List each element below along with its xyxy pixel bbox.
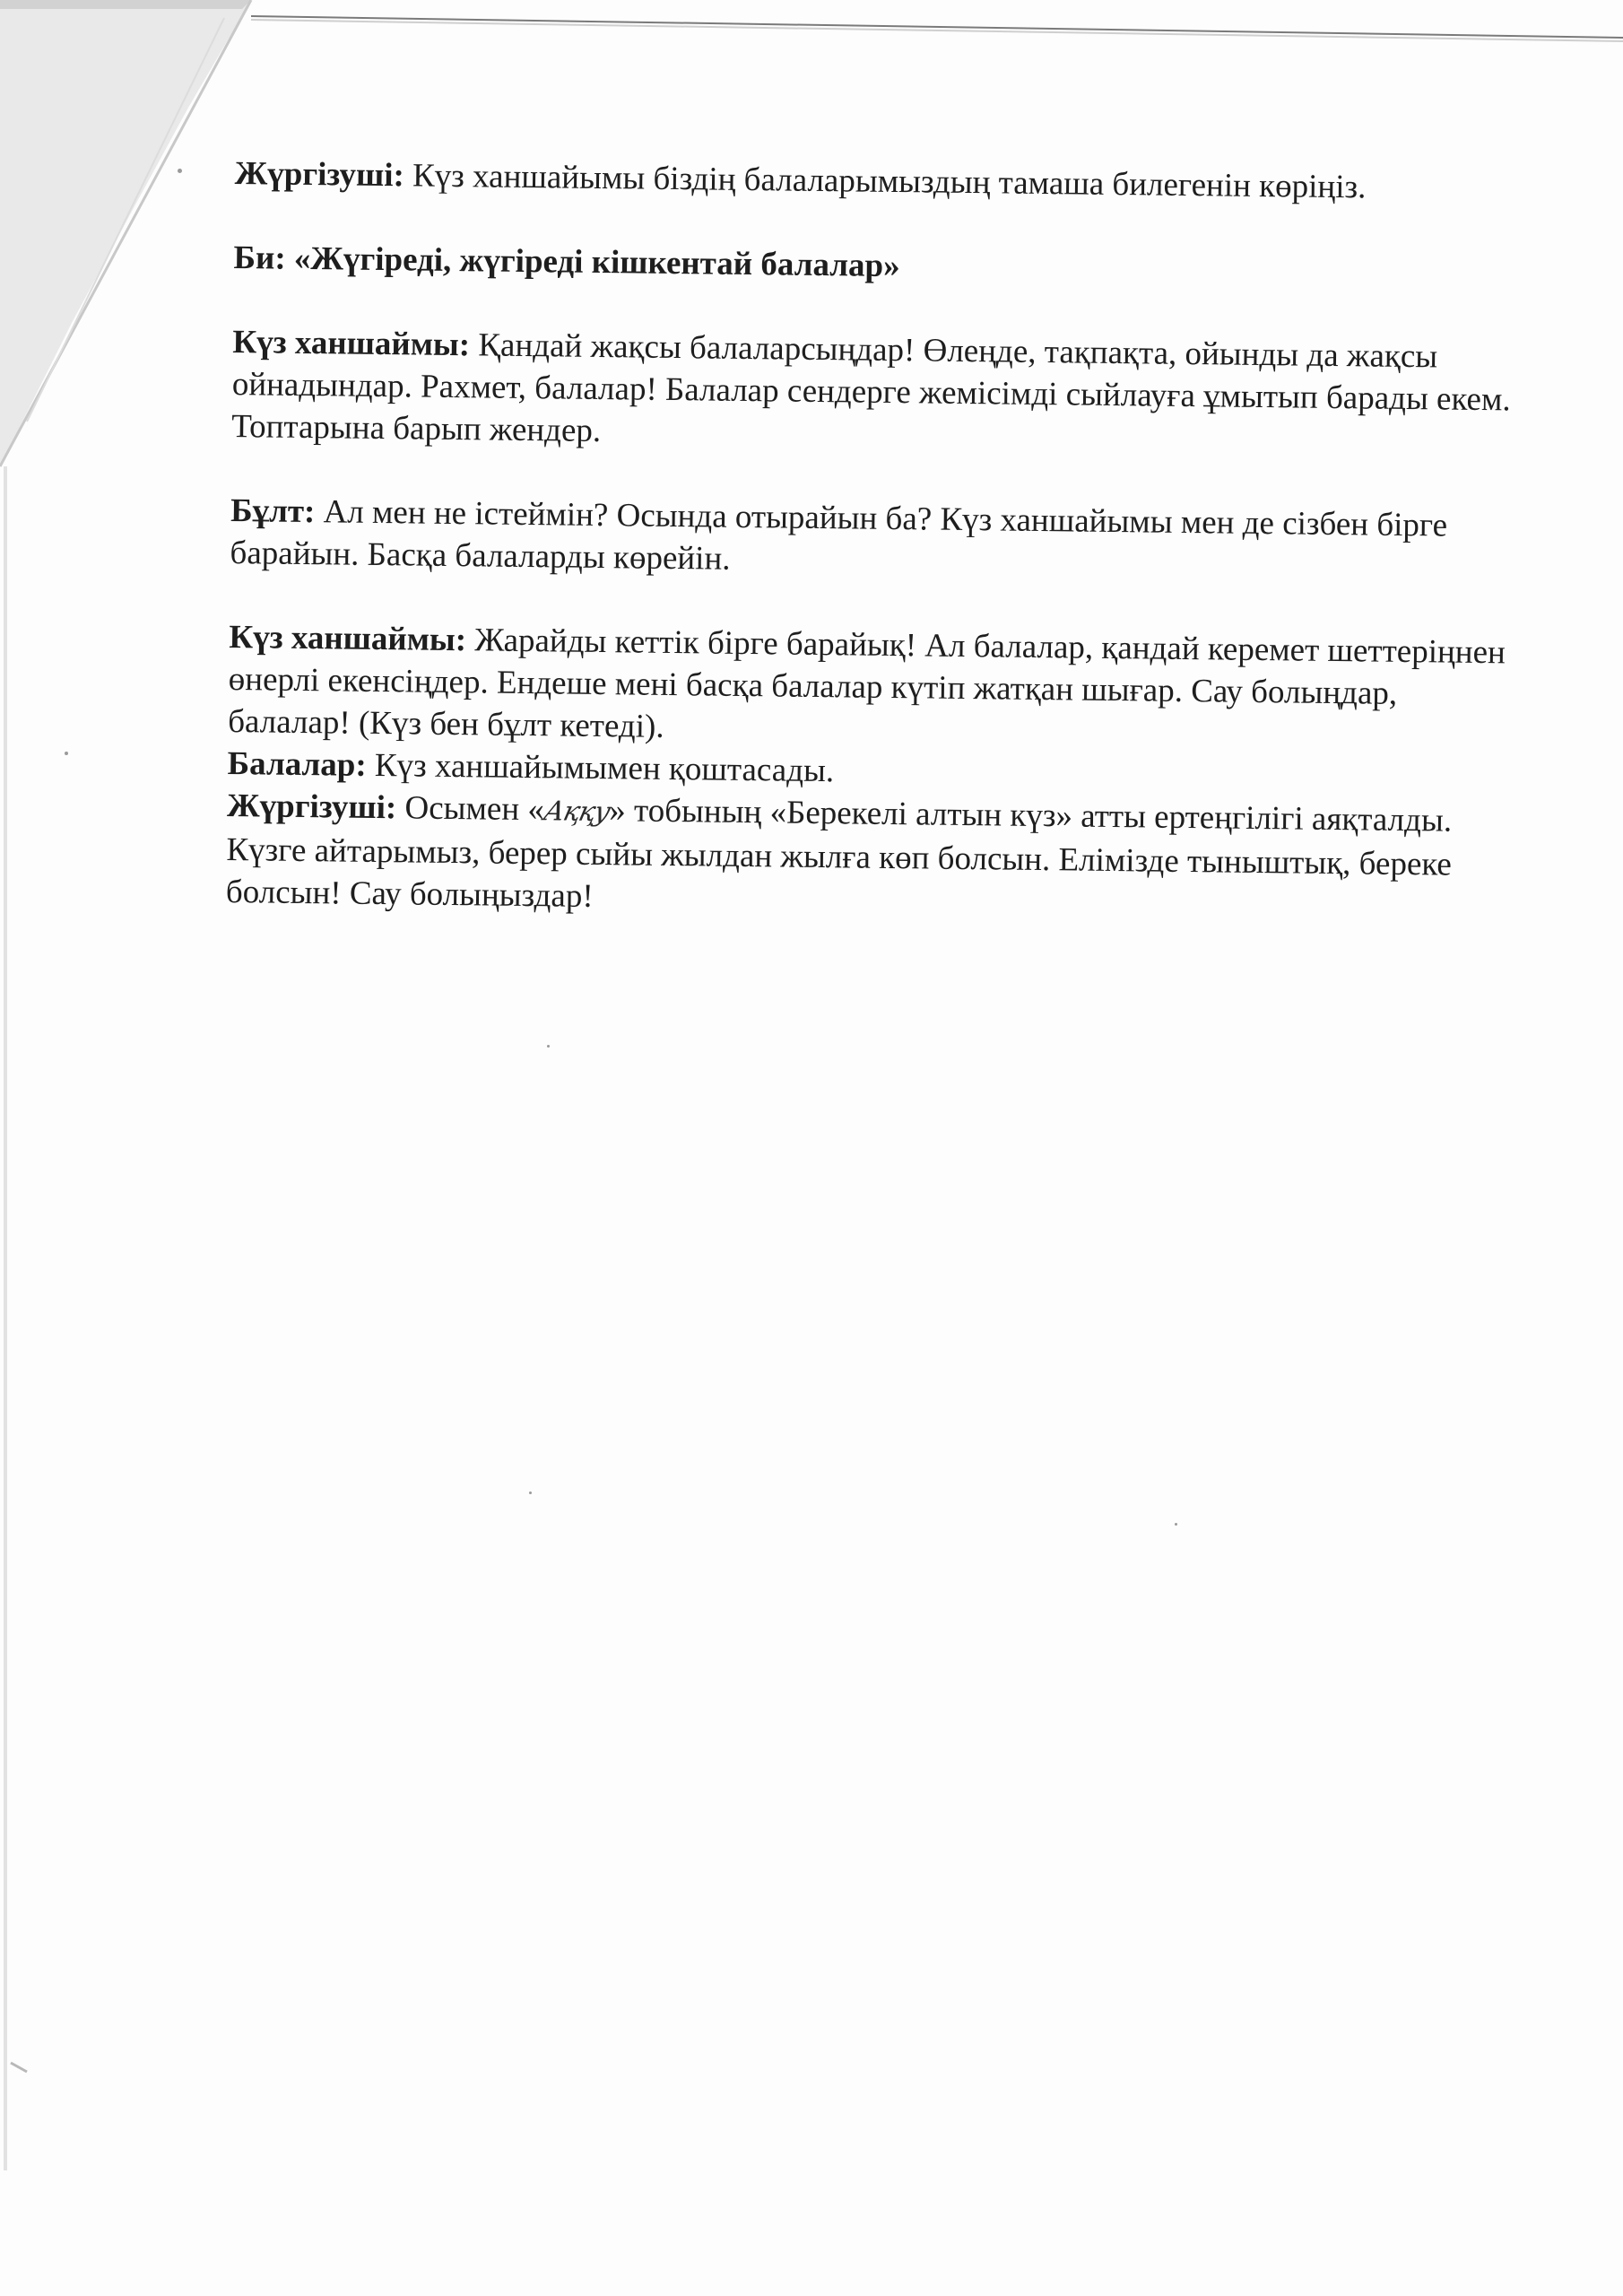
speaker-label: Жүргізуші: xyxy=(234,154,405,195)
paragraph-text: Күз ханшайымы біздің балаларымыздың тамаша билегенін көріңіз. xyxy=(404,157,1367,206)
paragraph-host-intro xyxy=(234,152,1525,211)
scan-speck xyxy=(1175,1523,1177,1526)
scan-speck xyxy=(529,1492,532,1494)
dance-heading: Би: «Жүгіреді, жүгіреді кішкентай балалар» xyxy=(233,239,900,285)
paragraph-text: Күз ханшайымымен қоштасады. xyxy=(366,746,835,790)
speaker-label: Бұлт: xyxy=(230,491,316,531)
paragraph-text: Қандай жақсы балаларсыңдар! Өлеңде, тақпақта, ойынды да жақсы ойнадындар. Рахмет, балалар! Балалар сендерге жемісімді сыйлауға ұмытып барады екем. Топтарына барып жендер. xyxy=(231,326,1511,450)
paragraph-host-closing xyxy=(226,785,1519,929)
paragraph-text: Осымен « xyxy=(396,789,545,829)
scan-speck xyxy=(178,169,182,173)
page-fold-corner xyxy=(0,0,269,502)
document-body xyxy=(226,152,1526,929)
page-left-edge xyxy=(0,466,63,2170)
speaker-label: Күз ханшаймы: xyxy=(232,323,471,364)
speaker-label: Күз ханшаймы: xyxy=(229,618,467,659)
handwritten-group-name: Аққу xyxy=(540,796,613,829)
speaker-label: Балалар: xyxy=(227,744,367,784)
paragraph-text: Ал мен не істеймін? Осында отырайын ба? Күз ханшайымы мен де сізбен бірге барайын. Басқа балаларды көрейін. xyxy=(230,493,1448,578)
speaker-label: Жүргізуші: xyxy=(226,787,397,827)
scan-speck xyxy=(65,752,68,755)
scan-speck xyxy=(547,1045,550,1048)
paragraph-text: » тобының «Берекелі алтын күз» атты ертеңгілігі аяқталды. Күзге айтарымыз, берер сыйы жылдан жылға көп болсын. Елімізде тыныштық, береке болсын! Сау болыңыздар! xyxy=(225,792,1453,915)
paragraph-text: Жарайды кеттік бірге барайық! Ал балалар, қандай керемет шеттеріңнен өнерлі екенсіңдер. Ендеше мені басқа балалар күтіп жатқан шығар. Сау болыңдар, балалар! (Күз бен бұлт кетеді). xyxy=(227,622,1506,745)
paragraph-autumn-queen-2 xyxy=(228,616,1521,759)
paragraph-cloud xyxy=(230,490,1522,590)
paragraph-autumn-queen-1 xyxy=(231,321,1524,464)
page-top-edge xyxy=(251,0,1623,45)
